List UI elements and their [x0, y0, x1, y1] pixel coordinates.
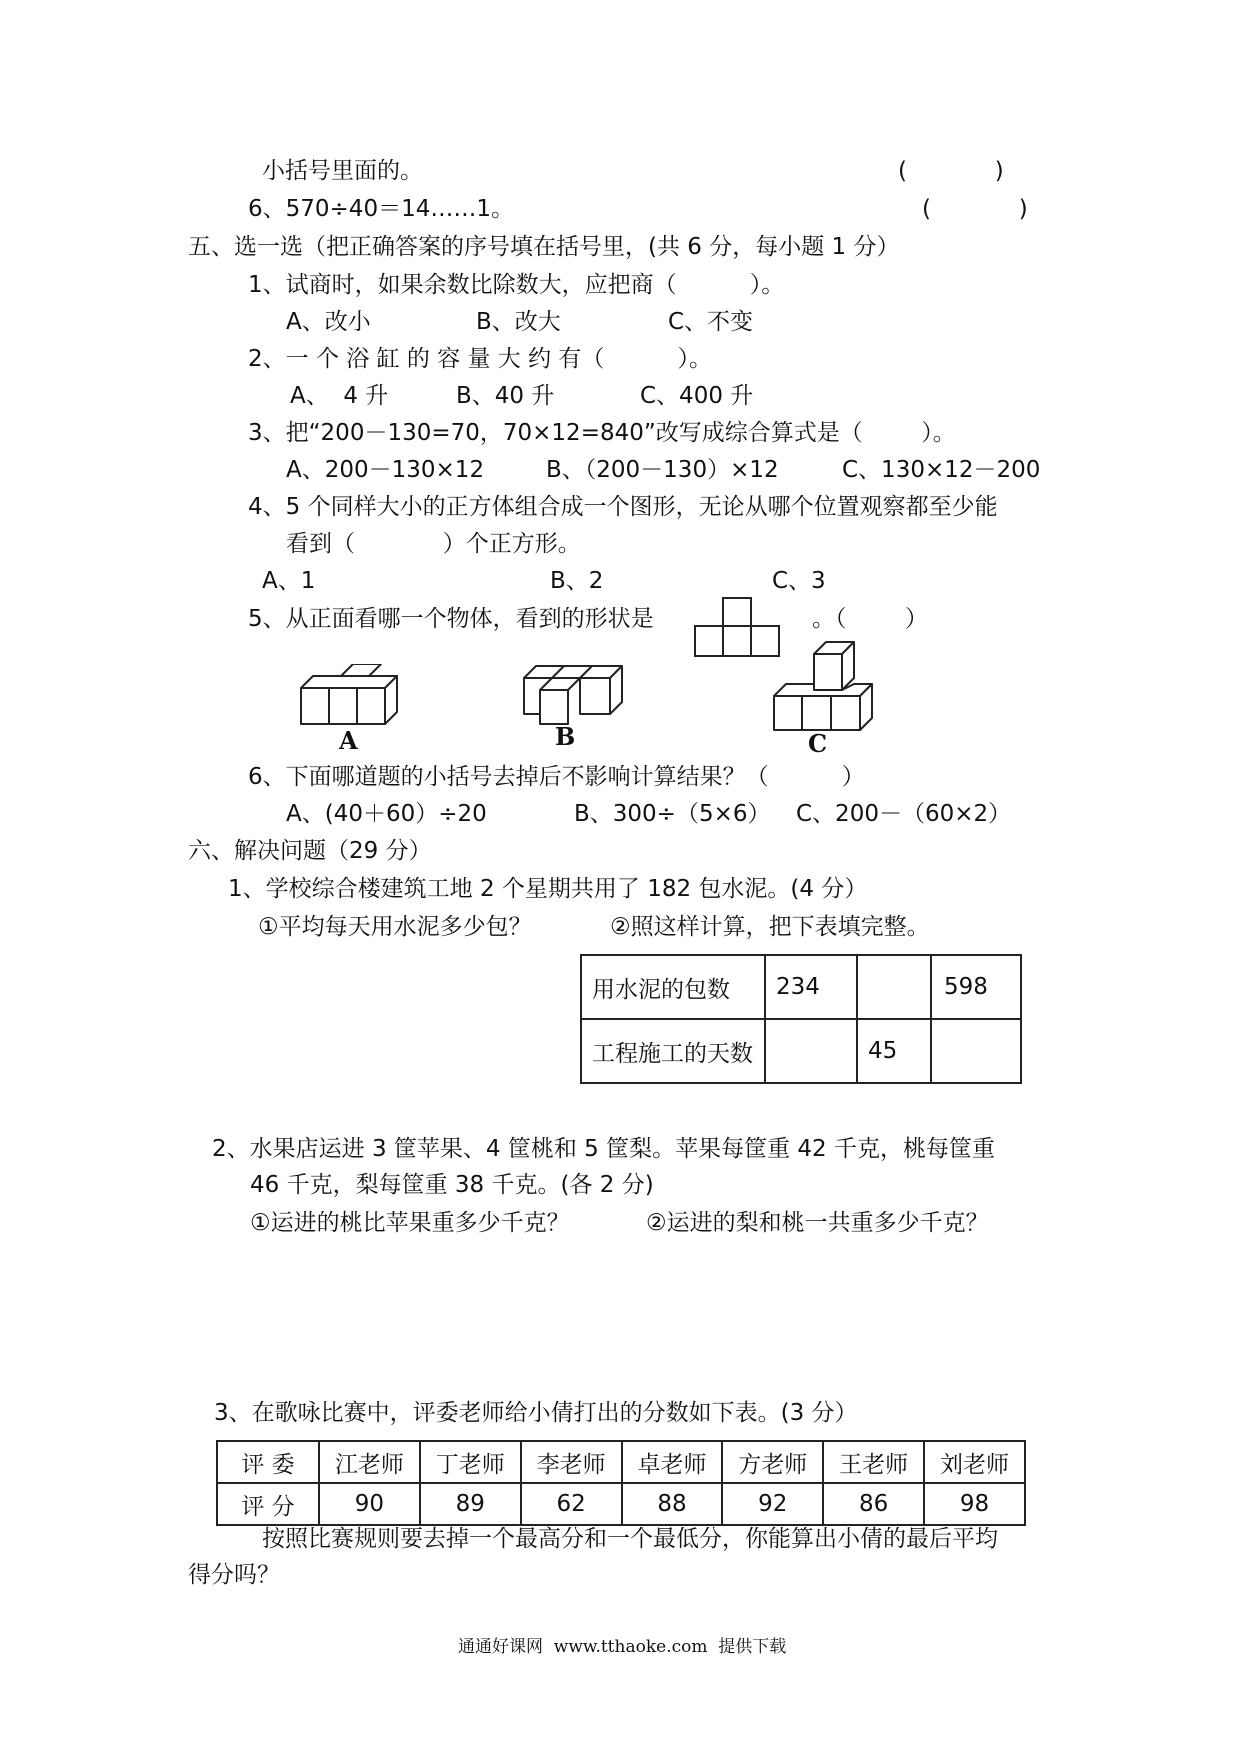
object-a-figure: [296, 664, 406, 728]
s5-q3-option-a: A、200－130×12: [286, 457, 485, 483]
s6-q2-line1: 2、水果店运进 3 筐苹果、4 筐桃和 5 筐梨。苹果每筐重 42 千克，桃每筐重: [212, 1136, 995, 1162]
s6-q2-sub1: ①运进的桃比苹果重多少千克？: [250, 1210, 570, 1236]
table-cell: 刘老师: [924, 1441, 1025, 1483]
s6-q3-text: 3、在歌咏比赛中，评委老师给小倩打出的分数如下表。(3 分）: [214, 1400, 858, 1426]
table-cell: 86: [823, 1483, 924, 1525]
s5-q4-option-c: C、3: [772, 568, 826, 594]
table-cell: 用水泥的包数: [581, 955, 765, 1019]
table-row: [581, 955, 1021, 1019]
table-cell: 62: [521, 1483, 622, 1525]
s6-q1-sub2: ②照这样计算，把下表填完整。: [610, 914, 930, 940]
s5-q3-option-b: B、（200－130）×12: [546, 457, 779, 483]
table-cell: 92: [722, 1483, 823, 1525]
table-cell: 卓老师: [622, 1441, 723, 1483]
table-cell: [931, 1019, 1021, 1083]
table-cell: 90: [319, 1483, 420, 1525]
table-cell: 598: [931, 955, 1021, 1019]
s5-q6-option-b: B、300÷（5×6）: [574, 801, 771, 827]
s5-q1-option-a: A、改小: [286, 309, 371, 335]
s6-q2-sub2: ②运进的梨和桃一共重多少千克？: [646, 1210, 989, 1236]
table-row: [217, 1441, 1025, 1483]
s6-q3-after-line1: 按照比赛规则要去掉一个最高分和一个最低分，你能算出小倩的最后平均: [262, 1526, 998, 1552]
s5-q2-option-b: B、40 升: [456, 383, 555, 409]
s5-q5-answer-paren: 。（ ）: [812, 606, 928, 632]
label-b: B: [555, 722, 576, 751]
s5-q4-line2: 看到（ ）个正方形。: [286, 531, 581, 557]
s5-q4-option-a: A、1: [262, 568, 316, 594]
table-cell: 88: [622, 1483, 723, 1525]
s5-q4-line1: 4、5 个同样大小的正方体组合成一个图形，无论从哪个位置观察都至少能: [248, 494, 998, 520]
s5-q6-option-a: A、(40＋60）÷20: [286, 801, 487, 827]
section-6-title: 六、解决问题（29 分）: [188, 838, 432, 864]
s5-q6-text: 6、下面哪道题的小括号去掉后不影响计算结果？（ ）: [248, 764, 865, 790]
answer-paren-blank: ( ): [898, 158, 1004, 184]
footer-credit: 通通好课网 www.tthaoke.com 提供下载: [458, 1637, 787, 1657]
label-c: C: [808, 729, 828, 758]
table-row: [581, 1019, 1021, 1083]
s5-q2-option-c: C、400 升: [640, 383, 754, 409]
object-b-figure: [520, 664, 632, 728]
q4-5-tail: 小括号里面的。: [262, 158, 423, 184]
s5-q4-option-b: B、2: [550, 568, 604, 594]
q4-6-text: 6、570÷40＝14……1。: [248, 196, 514, 222]
table-header-cell: 评 委: [217, 1441, 319, 1483]
s5-q2-text: 2、一 个 浴 缸 的 容 量 大 约 有（ ）。: [248, 346, 713, 372]
table-cell: 98: [924, 1483, 1025, 1525]
s6-q1-sub1: ①平均每天用水泥多少包？: [258, 914, 532, 940]
cement-table: [580, 954, 1022, 1084]
s5-q5-text: 5、从正面看哪一个物体，看到的形状是: [248, 606, 654, 632]
s6-q1-text: 1、学校综合楼建筑工地 2 个星期共用了 182 包水泥。(4 分）: [228, 876, 868, 902]
table-cell: [857, 955, 931, 1019]
table-cell: 方老师: [722, 1441, 823, 1483]
s6-q3-after-line2: 得分吗？: [188, 1562, 280, 1588]
table-cell: 王老师: [823, 1441, 924, 1483]
answer-paren-blank: ( ): [922, 196, 1028, 222]
s5-q1-text: 1、试商时，如果余数比除数大，应把商（ ）。: [248, 272, 785, 298]
table-cell: 234: [765, 955, 857, 1019]
label-a: A: [339, 726, 358, 755]
table-cell: 江老师: [319, 1441, 420, 1483]
table-cell: [765, 1019, 857, 1083]
object-c-figure: [770, 640, 882, 732]
table-cell: 李老师: [521, 1441, 622, 1483]
table-cell: 丁老师: [420, 1441, 521, 1483]
table-cell: 45: [857, 1019, 931, 1083]
table-header-cell: 评 分: [217, 1483, 319, 1525]
section-5-title: 五、选一选（把正确答案的序号填在括号里，(共 6 分，每小题 1 分）: [188, 234, 900, 260]
s5-q3-text: 3、把“200－130=70，70×12=840”改写成综合算式是（ ）。: [248, 420, 956, 446]
s5-q1-option-b: B、改大: [476, 309, 561, 335]
s6-q2-line2: 46 千克，梨每筐重 38 千克。(各 2 分): [250, 1172, 654, 1198]
table-cell: 89: [420, 1483, 521, 1525]
s5-q6-option-c: C、200－（60×2）: [796, 801, 1012, 827]
table-row: [217, 1483, 1025, 1525]
scores-table: [216, 1440, 1026, 1526]
s5-q3-option-c: C、130×12－200: [842, 457, 1041, 483]
s5-q1-option-c: C、不变: [668, 309, 754, 335]
table-cell: 工程施工的天数: [581, 1019, 765, 1083]
s5-q2-option-a: A、 4 升: [290, 383, 389, 409]
